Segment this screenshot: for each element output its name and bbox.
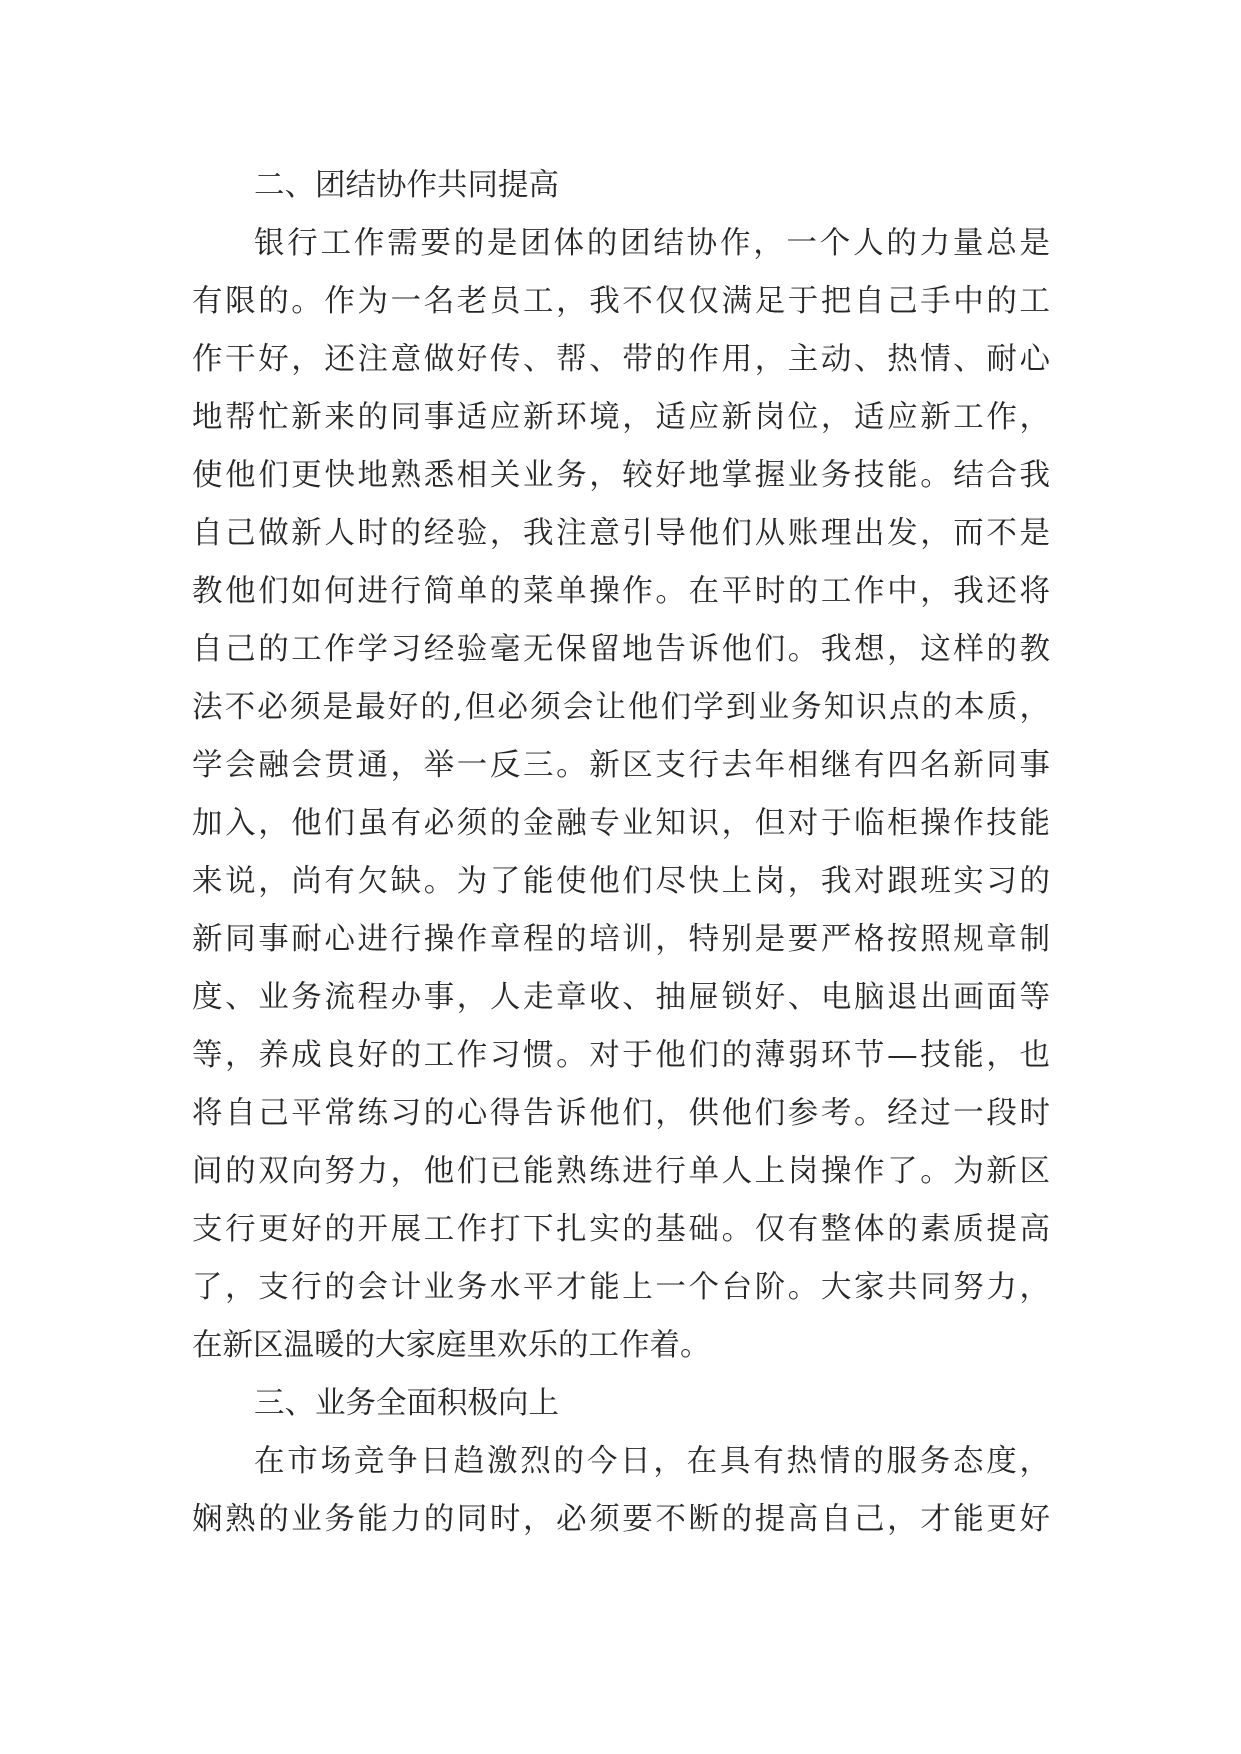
paragraph-line: 法不必须是最好的,但必须会让他们学到业务知识点的本质，	[192, 690, 1050, 725]
paragraph-line: 在市场竞争日趋激烈的今日，在具有热情的服务态度，	[254, 1444, 1050, 1479]
paragraph-line: 在新区温暖的大家庭里欢乐的工作着。	[192, 1328, 711, 1363]
paragraph-line: 自己的工作学习经验毫无保留地告诉他们。我想，这样的教	[192, 632, 1050, 667]
paragraph-line: 支行更好的开展工作打下扎实的基础。仅有整体的素质提高	[192, 1212, 1050, 1247]
paragraph-line: 使他们更快地熟悉相关业务，较好地掌握业务技能。结合我	[192, 458, 1050, 493]
paragraph-line: 来说，尚有欠缺。为了能使他们尽快上岗，我对跟班实习的	[192, 864, 1050, 899]
paragraph-line: 作干好，还注意做好传、帮、带的作用，主动、热情、耐心	[192, 342, 1050, 377]
paragraph-line: 学会融会贯通，举一反三。新区支行去年相继有四名新同事	[192, 748, 1050, 783]
paragraph-line: 等，养成良好的工作习惯。对于他们的薄弱环节—技能，也	[192, 1038, 1050, 1073]
paragraph-teamwork	[192, 215, 1050, 1375]
paragraph-business	[192, 1433, 1050, 1549]
paragraph-line: 间的双向努力，他们已能熟练进行单人上岗操作了。为新区	[192, 1154, 1050, 1189]
paragraph-line: 加入，他们虽有必须的金融专业知识，但对于临柜操作技能	[192, 806, 1050, 841]
document-body	[192, 157, 1050, 1549]
paragraph-line: 教他们如何进行简单的菜单操作。在平时的工作中，我还将	[192, 574, 1050, 609]
section-heading-3: 三、业务全面积极向上	[254, 1386, 559, 1421]
section-heading-2: 二、团结协作共同提高	[254, 168, 559, 203]
paragraph-line: 了，支行的会计业务水平才能上一个台阶。大家共同努力，	[192, 1270, 1050, 1305]
paragraph-line: 将自己平常练习的心得告诉他们，供他们参考。经过一段时	[192, 1096, 1050, 1131]
paragraph-line: 新同事耐心进行操作章程的培训，特别是要严格按照规章制	[192, 922, 1050, 957]
paragraph-line: 地帮忙新来的同事适应新环境，适应新岗位，适应新工作，	[192, 400, 1050, 435]
paragraph-line: 娴熟的业务能力的同时，必须要不断的提高自己，才能更好	[192, 1502, 1050, 1537]
paragraph-line: 自己做新人时的经验，我注意引导他们从账理出发，而不是	[192, 516, 1050, 551]
paragraph-line: 度、业务流程办事，人走章收、抽屉锁好、电脑退出画面等	[192, 980, 1050, 1015]
paragraph-line: 有限的。作为一名老员工，我不仅仅满足于把自己手中的工	[192, 284, 1050, 319]
paragraph-line: 银行工作需要的是团体的团结协作，一个人的力量总是	[254, 226, 1050, 261]
